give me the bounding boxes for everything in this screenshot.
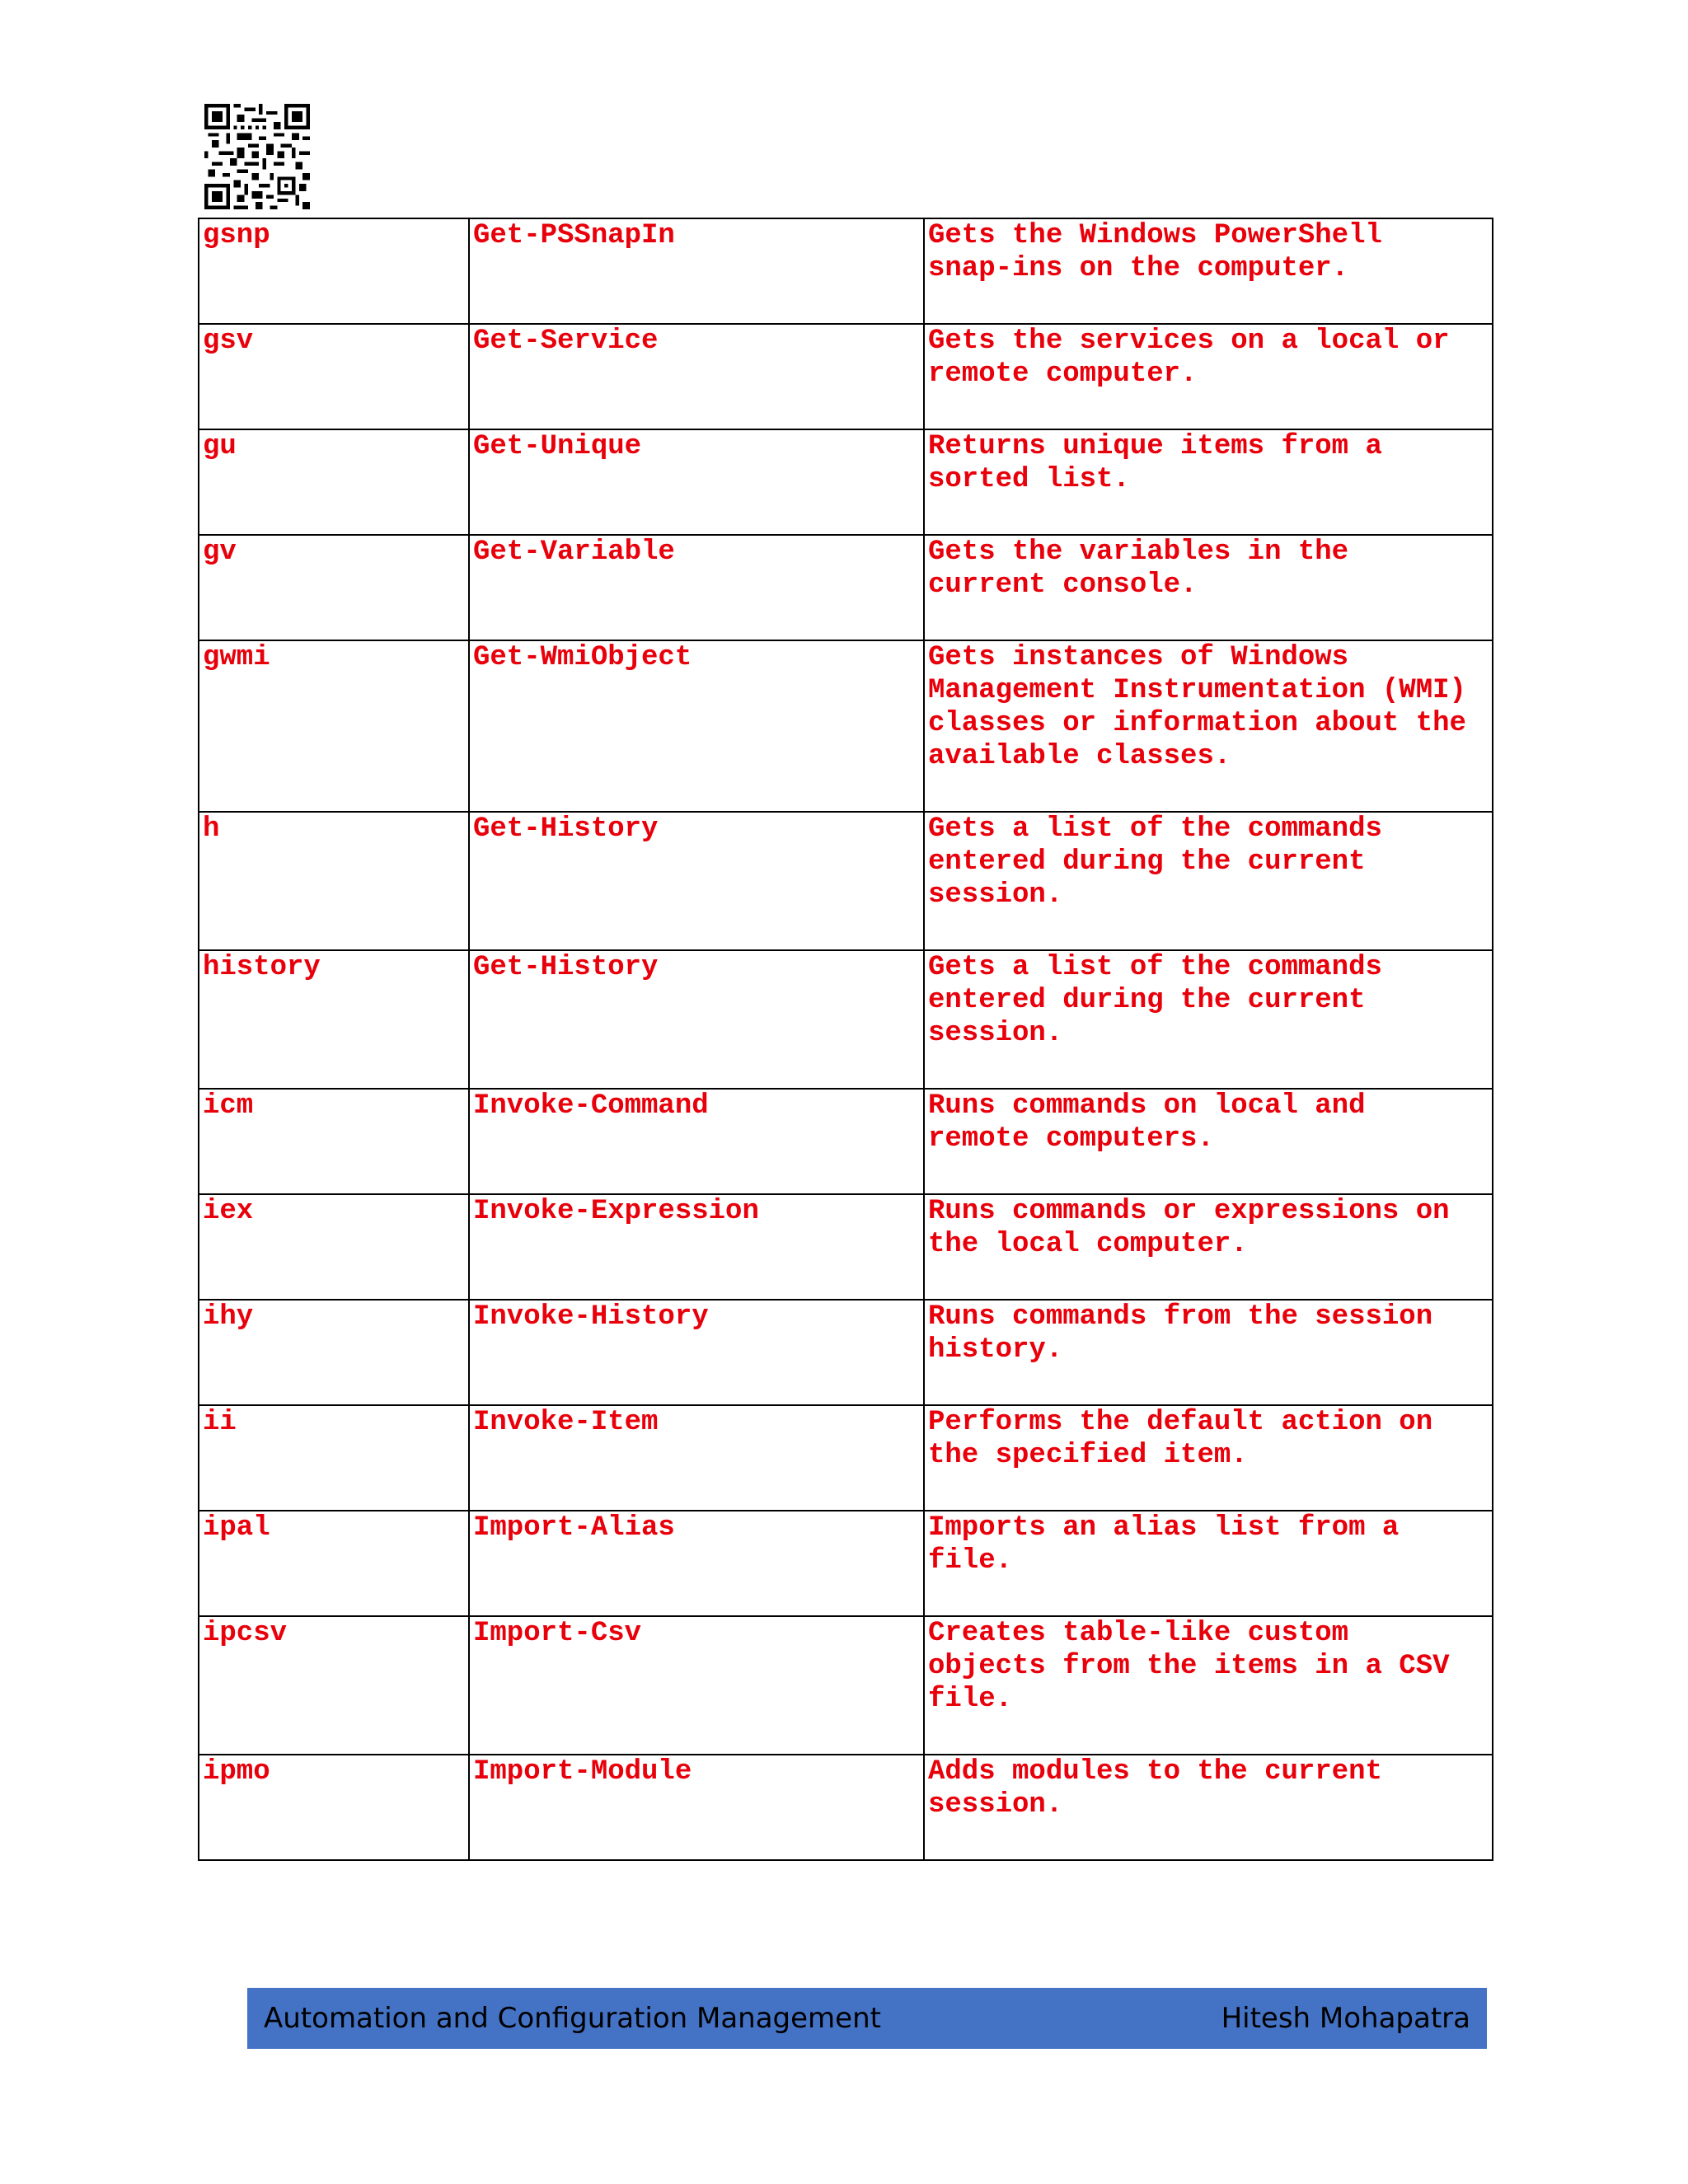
table-row: [199, 1300, 1493, 1405]
description-cell: Gets the services on a local or remote computer.: [924, 324, 1493, 429]
command-cell: Import-Alias: [469, 1511, 924, 1616]
description-cell: Gets the Windows PowerShell snap-ins on the computer.: [924, 218, 1493, 324]
alias-cell: ii: [199, 1405, 469, 1511]
qr-code-icon: [204, 104, 310, 209]
command-cell: Invoke-Command: [469, 1089, 924, 1194]
table-row: [199, 429, 1493, 535]
command-cell: Get-WmiObject: [469, 640, 924, 812]
description-cell: Creates table-like custom objects from the items in a CSV file.: [924, 1616, 1493, 1755]
alias-cell: gsnp: [199, 218, 469, 324]
table-row: [199, 535, 1493, 640]
alias-cell: gwmi: [199, 640, 469, 812]
command-cell: Invoke-Item: [469, 1405, 924, 1511]
description-cell: Imports an alias list from a file.: [924, 1511, 1493, 1616]
alias-table-body: [199, 218, 1493, 1860]
footer-author: Hitesh Mohapatra: [1221, 2002, 1470, 2035]
command-cell: Invoke-History: [469, 1300, 924, 1405]
table-row: [199, 218, 1493, 324]
command-cell: Invoke-Expression: [469, 1194, 924, 1300]
table-row: [199, 1755, 1493, 1860]
alias-cell: ipal: [199, 1511, 469, 1616]
alias-cell: iex: [199, 1194, 469, 1300]
description-cell: Performs the default action on the specified item.: [924, 1405, 1493, 1511]
table-row: [199, 1194, 1493, 1300]
page-footer: [247, 1988, 1487, 2049]
command-cell: Import-Csv: [469, 1616, 924, 1755]
command-cell: Import-Module: [469, 1755, 924, 1860]
alias-cell: ipmo: [199, 1755, 469, 1860]
command-cell: Get-Service: [469, 324, 924, 429]
command-cell: Get-Variable: [469, 535, 924, 640]
table-row: [199, 324, 1493, 429]
alias-table: [198, 218, 1493, 1861]
description-cell: Gets instances of Windows Management Instrumentation (WMI) classes or information about the available classes.: [924, 640, 1493, 812]
alias-cell: history: [199, 950, 469, 1089]
description-cell: Gets the variables in the current console.: [924, 535, 1493, 640]
description-cell: Runs commands from the session history.: [924, 1300, 1493, 1405]
alias-cell: h: [199, 812, 469, 950]
description-cell: Adds modules to the current session.: [924, 1755, 1493, 1860]
table-row: [199, 1511, 1493, 1616]
description-cell: Runs commands or expressions on the local computer.: [924, 1194, 1493, 1300]
alias-cell: ihy: [199, 1300, 469, 1405]
alias-cell: ipcsv: [199, 1616, 469, 1755]
table-row: [199, 812, 1493, 950]
alias-cell: gsv: [199, 324, 469, 429]
alias-cell: gv: [199, 535, 469, 640]
table-row: [199, 640, 1493, 812]
description-cell: Runs commands on local and remote computers.: [924, 1089, 1493, 1194]
table-row: [199, 1089, 1493, 1194]
command-cell: Get-Unique: [469, 429, 924, 535]
command-cell: Get-History: [469, 950, 924, 1089]
description-cell: Gets a list of the commands entered during the current session.: [924, 950, 1493, 1089]
alias-cell: icm: [199, 1089, 469, 1194]
table-row: [199, 1405, 1493, 1511]
description-cell: Returns unique items from a sorted list.: [924, 429, 1493, 535]
footer-title: Automation and Configuration Management: [264, 2002, 881, 2035]
table-row: [199, 1616, 1493, 1755]
description-cell: Gets a list of the commands entered during the current session.: [924, 812, 1493, 950]
command-cell: Get-PSSnapIn: [469, 218, 924, 324]
alias-cell: gu: [199, 429, 469, 535]
command-cell: Get-History: [469, 812, 924, 950]
table-row: [199, 950, 1493, 1089]
